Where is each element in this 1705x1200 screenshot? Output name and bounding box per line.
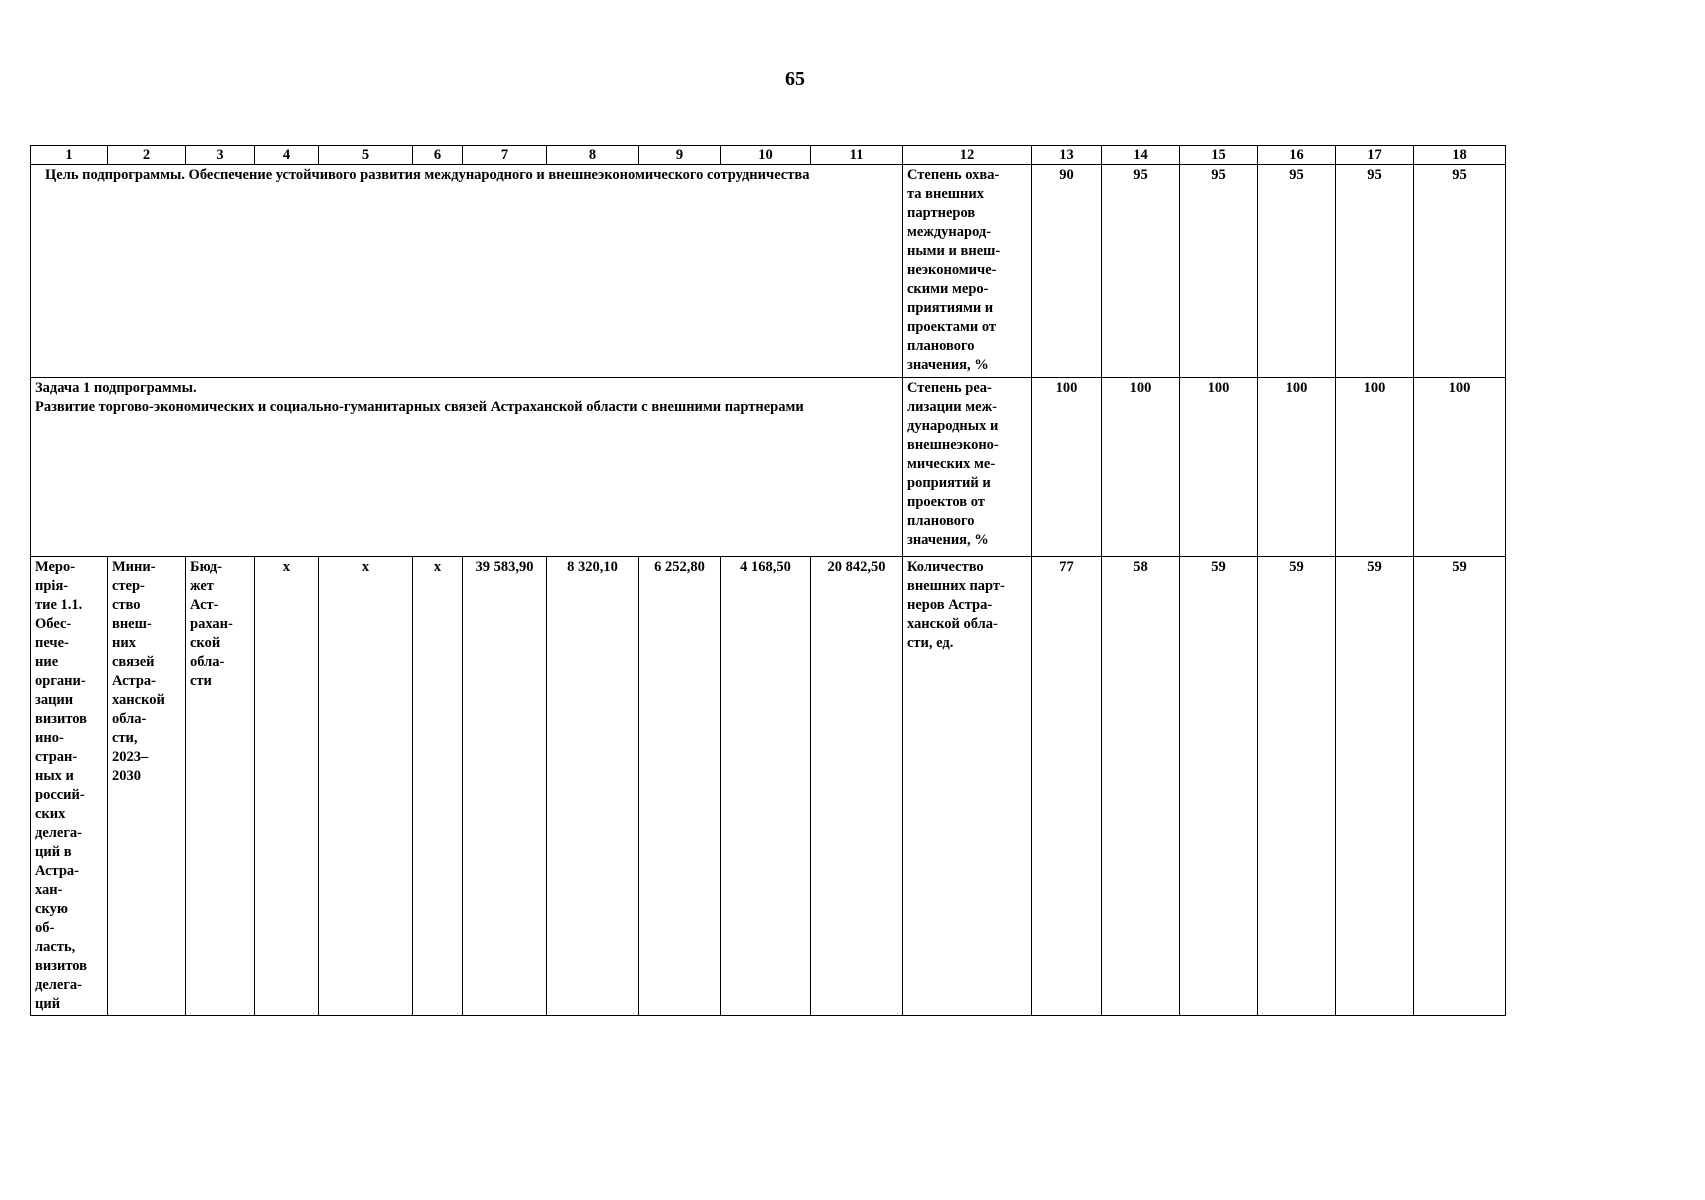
goal-value: 95: [1258, 165, 1336, 378]
goal-value: 95: [1180, 165, 1258, 378]
page-number: 65: [785, 68, 805, 90]
activity-value: 58: [1102, 557, 1180, 1016]
column-number: 11: [811, 146, 903, 165]
column-number: 13: [1032, 146, 1102, 165]
column-number: 6: [413, 146, 463, 165]
activity-funding-source: Бюд- жет Аст- рахан- ской обла- сти: [186, 557, 255, 1016]
activity-col-7: 39 583,90: [463, 557, 547, 1016]
task-cell: [31, 378, 903, 557]
column-number: 2: [108, 146, 186, 165]
column-number: 8: [547, 146, 639, 165]
column-number: 5: [319, 146, 413, 165]
activity-name: Меро- прія- тие 1.1. Обес- пече- ние органи- зации визитов ино- стран- ных и россий- ских делега- ций в Астра- хан- скую об- ласть, визитов делега- ций: [31, 557, 108, 1016]
activity-col-4: х: [255, 557, 319, 1016]
column-number: 17: [1336, 146, 1414, 165]
goal-row: [31, 165, 1506, 378]
goal-text: Цель подпрограммы. Обеспечение устойчивого развития международного и внешнеэкономического сотрудничества: [31, 165, 903, 378]
column-number: 7: [463, 146, 547, 165]
activity-value: 59: [1180, 557, 1258, 1016]
activity-row: [31, 557, 1506, 1016]
task-value: 100: [1102, 378, 1180, 557]
activity-col-5: х: [319, 557, 413, 1016]
goal-indicator: Степень охва- та внешних партнеров международ- ными и внеш- неэкономиче- скими меро- приятиями и проектами от планового значения, %: [903, 165, 1032, 378]
column-number: 15: [1180, 146, 1258, 165]
activity-col-8: 8 320,10: [547, 557, 639, 1016]
column-number: 16: [1258, 146, 1336, 165]
column-number: 1: [31, 146, 108, 165]
column-number: 18: [1414, 146, 1506, 165]
program-table: [30, 145, 1506, 1016]
column-number: 9: [639, 146, 721, 165]
activity-executor: Мини- стер- ство внеш- них связей Астра- ханской обла- сти, 2023– 2030: [108, 557, 186, 1016]
task-value: 100: [1414, 378, 1506, 557]
activity-col-6: х: [413, 557, 463, 1016]
task-value: 100: [1032, 378, 1102, 557]
activity-value: 77: [1032, 557, 1102, 1016]
task-value: 100: [1258, 378, 1336, 557]
column-number: 3: [186, 146, 255, 165]
goal-value: 95: [1414, 165, 1506, 378]
activity-col-11: 20 842,50: [811, 557, 903, 1016]
task-row: [31, 378, 1506, 557]
column-number: 10: [721, 146, 811, 165]
goal-value: 90: [1032, 165, 1102, 378]
goal-value: 95: [1336, 165, 1414, 378]
column-number: 12: [903, 146, 1032, 165]
column-number: 4: [255, 146, 319, 165]
activity-indicator: Количество внешних парт- неров Астра- ханской обла- сти, ед.: [903, 557, 1032, 1016]
task-value: 100: [1180, 378, 1258, 557]
activity-value: 59: [1414, 557, 1506, 1016]
activity-col-10: 4 168,50: [721, 557, 811, 1016]
activity-value: 59: [1336, 557, 1414, 1016]
goal-value: 95: [1102, 165, 1180, 378]
activity-col-9: 6 252,80: [639, 557, 721, 1016]
task-indicator: Степень реа- лизации меж- дународных и внешнеэконо- мических ме- роприятий и проектов от планового значения, %: [903, 378, 1032, 557]
column-number-row: [31, 146, 1506, 165]
task-value: 100: [1336, 378, 1414, 557]
task-text: Развитие торгово-экономических и социально-гуманитарных связей Астраханской области с внешними партнерами: [35, 399, 804, 415]
activity-value: 59: [1258, 557, 1336, 1016]
task-title: Задача 1 подпрограммы.: [35, 380, 197, 396]
column-number: 14: [1102, 146, 1180, 165]
